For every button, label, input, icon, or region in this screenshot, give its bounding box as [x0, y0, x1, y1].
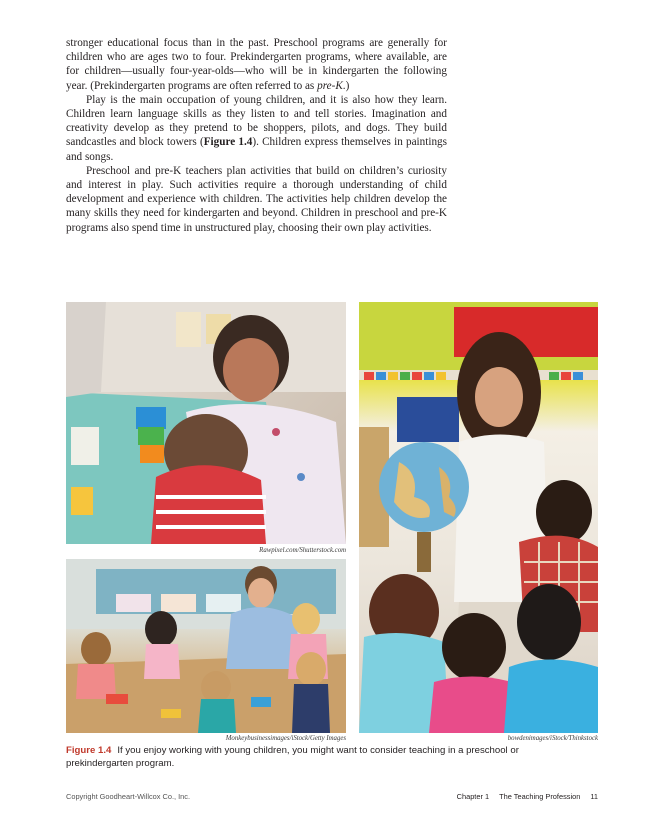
- footer-section: The Teaching Profession: [499, 792, 581, 801]
- photo-credit-1: Rawpixel.com/Shutterstock.com: [259, 547, 346, 554]
- photo-teacher-toddler: [66, 302, 346, 544]
- paragraph-1-text: stronger educational focus than in the past. Preschool programs are generally for children who are ages two to four. Prekindergarten programs, where available, are for children—usually four-year-olds—who will be in kindergarten the following year. (Prekindergarten programs are often referred to as: [66, 37, 447, 92]
- body-text: [66, 36, 447, 235]
- figure-caption: [66, 744, 566, 770]
- paragraph-1: [66, 36, 447, 93]
- photo-teacher-globe: [359, 302, 598, 733]
- photo-credit-2: Monkeybusinessimages/iStock/Getty Images: [225, 735, 346, 742]
- footer-copyright: Copyright Goodheart-Willcox Co., Inc.: [66, 792, 191, 801]
- photo-children-play-table: [66, 559, 346, 733]
- paragraph-2-end: ). Children express themselves in paintings and songs.: [66, 136, 447, 163]
- paragraph-2: [66, 93, 447, 164]
- figure-label: Figure 1.4: [66, 745, 112, 756]
- paragraph-2-text: Play is the main occupation of young children, and it is also how they learn. Children learn language skills as they listen to and tell stories. Imagination and creativity develop as they pretend to be shoppers, pilots, and dogs. They build sandcastles and block towers (: [66, 93, 447, 149]
- page-number: 11: [590, 792, 598, 801]
- paragraph-3: Preschool and pre-K teachers plan activities that build on children’s curiosity and interest in play. Such activities require a thorough understanding of child development and experience with children. The activities help children develop the many skills they need for kindergarten and beyond. Children in preschool and pre-K programs also spend time in unstructured play, choosing their own play activities.: [66, 164, 447, 234]
- photo-teacher-globe-illustration: [359, 302, 598, 733]
- photo-teacher-toddler-illustration: [66, 302, 346, 544]
- footer-chapter: Chapter 1: [456, 792, 490, 801]
- pre-k-term: pre-K: [317, 79, 343, 92]
- figure-reference: Figure 1.4: [203, 136, 253, 149]
- photo-children-play-table-illustration: [66, 559, 346, 733]
- caption-text: If you enjoy working with young children, you might want to consider teaching in a preschool or prekindergarten program.: [66, 745, 519, 769]
- footer-running-head: [447, 792, 598, 801]
- photo-credit-3: bowdenimages/iStock/Thinkstock: [507, 735, 598, 742]
- paragraph-1-end: .): [342, 79, 350, 92]
